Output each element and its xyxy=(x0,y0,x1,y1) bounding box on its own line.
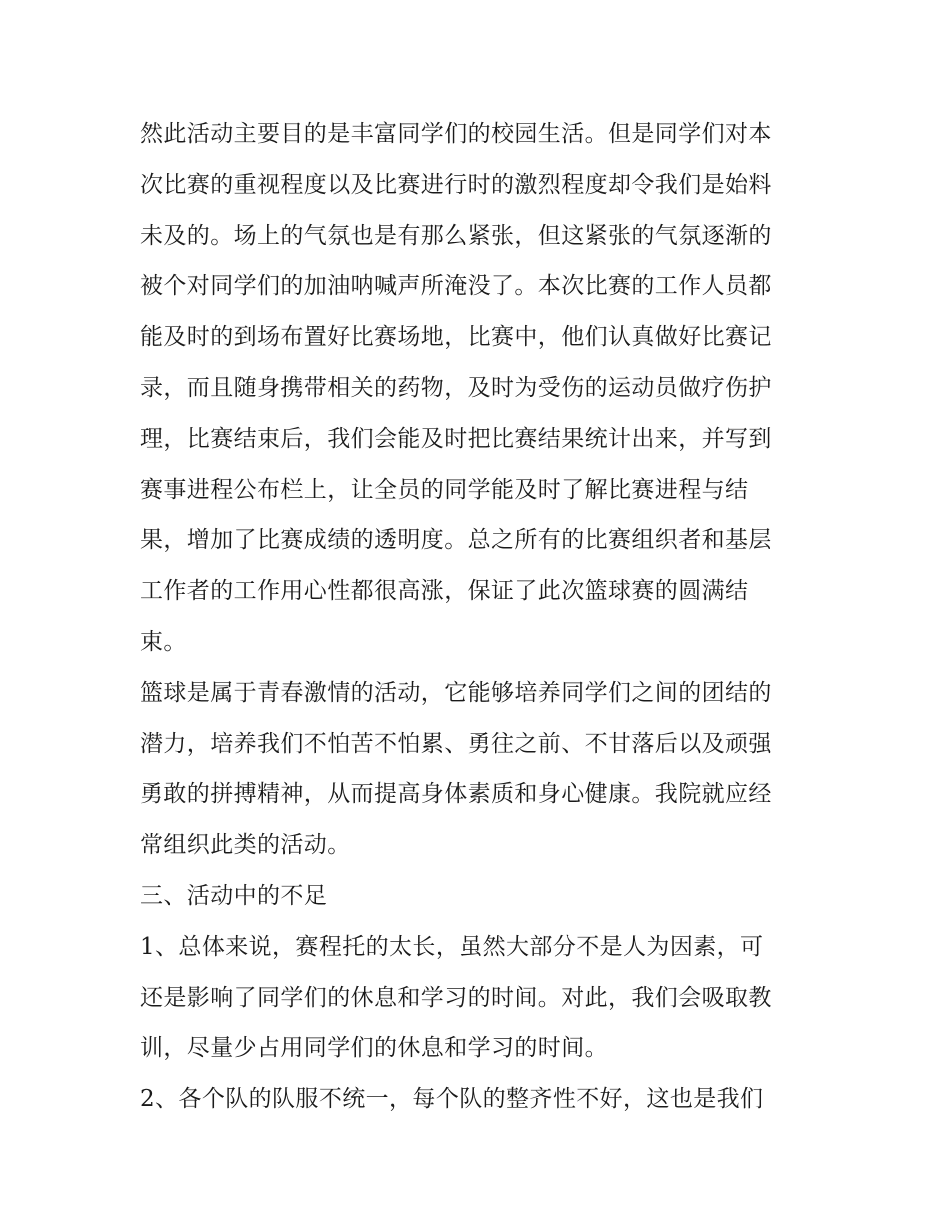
text-line: 潜力，培养我们不怕苦不怕累、勇往之前、不甘落后以及顽强 xyxy=(140,730,772,757)
section-heading: 三、活动中的不足 xyxy=(140,882,328,909)
text-line: 未及的。场上的气氛也是有那么紧张，但这紧张的气氛逐渐的 xyxy=(140,222,772,249)
text-line: 能及时的到场布置好比赛场地，比赛中，他们认真做好比赛记 xyxy=(140,324,772,351)
text-line: 常组织此类的活动。 xyxy=(140,832,351,859)
text-line: 赛事进程公布栏上，让全员的同学能及时了解比赛进程与结 xyxy=(140,476,749,503)
text-line: 1、总体来说，赛程托的太长，虽然大部分不是人为因素，可 xyxy=(140,933,764,960)
document-page xyxy=(140,109,820,1125)
text-line: 次比赛的重视程度以及比赛进行时的激烈程度却令我们是始料 xyxy=(140,171,772,198)
text-line: 果，增加了比赛成绩的透明度。总之所有的比赛组织者和基层 xyxy=(140,527,772,554)
text-line: 录，而且随身携带相关的药物，及时为受伤的运动员做疗伤护 xyxy=(140,374,772,401)
text-line: 还是影响了同学们的休息和学习的时间。对此，我们会吸取教 xyxy=(140,984,772,1011)
text-line: 勇敢的拼搏精神，从而提高身体素质和身心健康。我院就应经 xyxy=(140,781,772,808)
text-line: 理，比赛结束后，我们会能及时把比赛结果统计出来，并写到 xyxy=(140,425,772,452)
text-line: 然此活动主要目的是丰富同学们的校园生活。但是同学们对本 xyxy=(140,121,772,147)
text-line: 篮球是属于青春激情的活动，它能够培养同学们之间的团结的 xyxy=(140,679,772,706)
text-line: 被个对同学们的加油呐喊声所淹没了。本次比赛的工作人员都 xyxy=(140,273,772,300)
text-line: 束。 xyxy=(140,628,187,655)
text-line: 训，尽量少占用同学们的休息和学习的时间。 xyxy=(140,1035,608,1062)
text-line: 工作者的工作用心性都很高涨，保证了此次篮球赛的圆满结 xyxy=(140,578,749,605)
text-line: 2、各个队的队服不统一，每个队的整齐性不好，这也是我们 xyxy=(140,1086,764,1113)
